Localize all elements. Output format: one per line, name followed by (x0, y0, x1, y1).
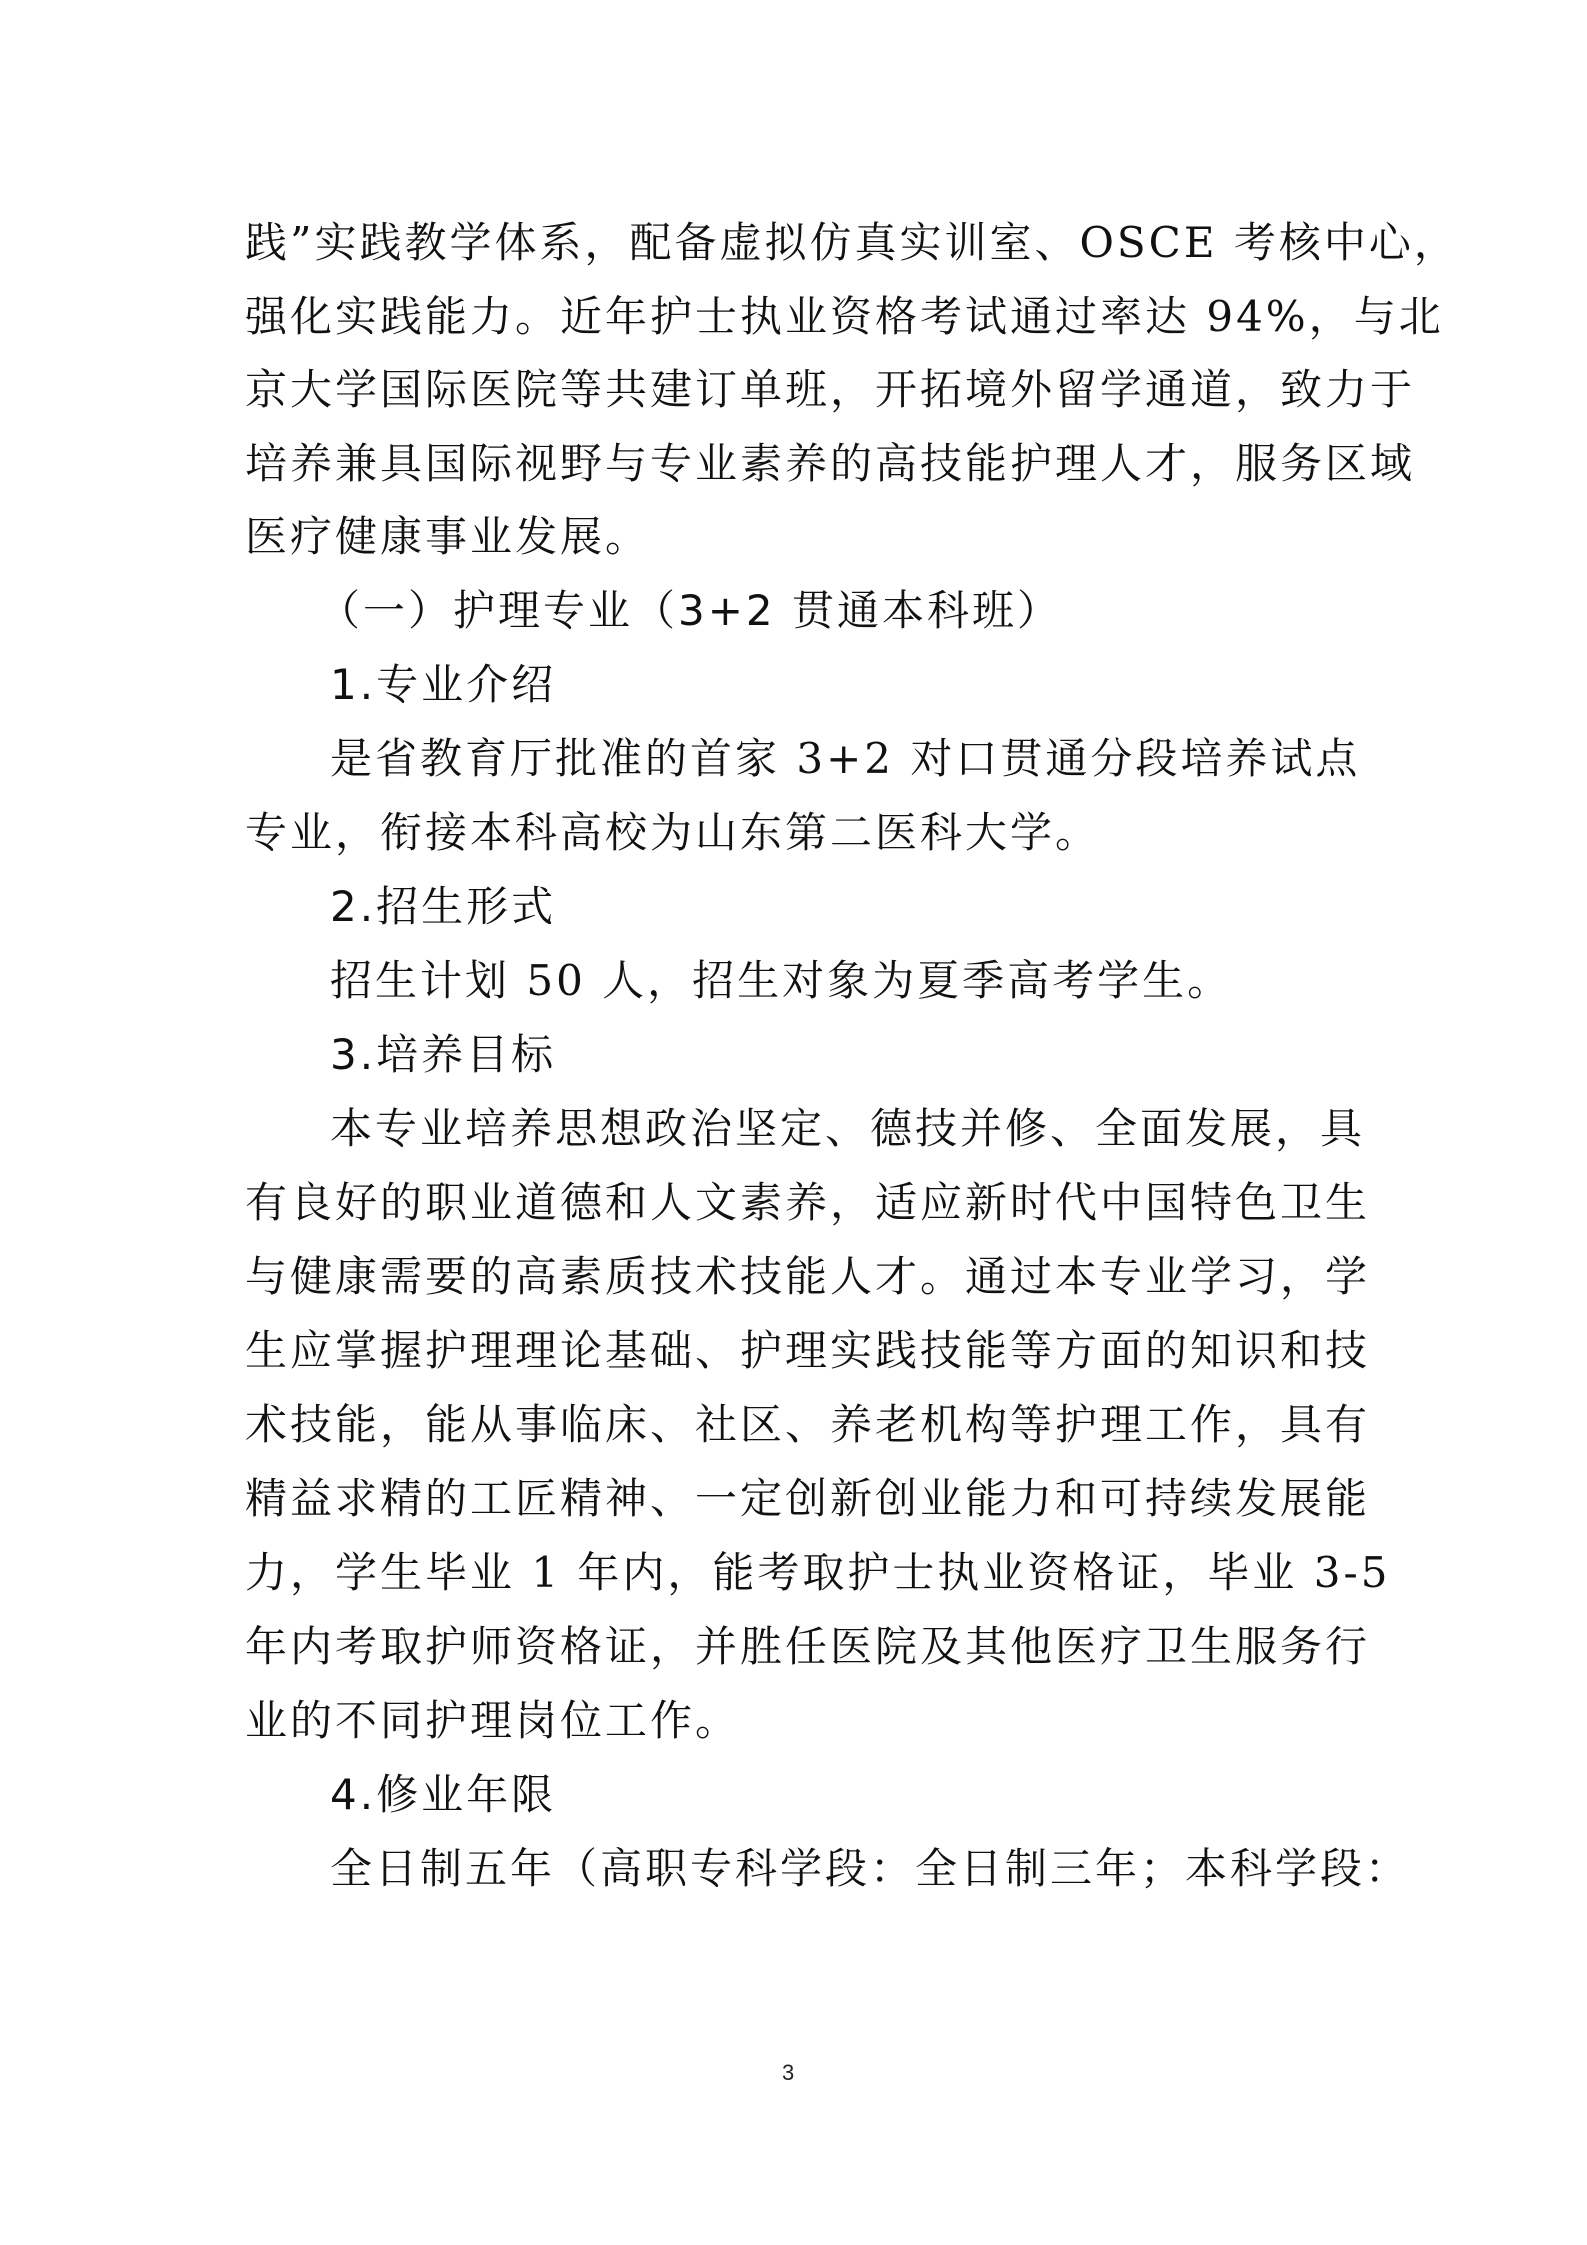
body-line: 践”实践教学体系，配备虚拟仿真实训室、OSCE 考核中心， (245, 218, 1459, 267)
body-line: 年内考取护师资格证，并胜任医院及其他医疗卫生服务行 (245, 1622, 1371, 1671)
body-line: 是省教育厅批准的首家 3+2 对口贯通分段培养试点 (330, 734, 1361, 783)
body-line: 与健康需要的高素质技术技能人才。通过本专业学习，学 (245, 1252, 1371, 1301)
subheading-enrollment: 2.招生形式 (330, 882, 557, 931)
body-line: 力，学生毕业 1 年内，能考取护士执业资格证，毕业 3-5 (245, 1548, 1391, 1597)
body-line: 医疗健康事业发展。 (245, 512, 651, 561)
section-heading: （一）护理专业（3+2 贯通本科班） (318, 586, 1062, 635)
body-line: 专业，衔接本科高校为山东第二医科大学。 (245, 808, 1101, 857)
page-number: 3 (782, 2060, 795, 2085)
body-line: 生应掌握护理理论基础、护理实践技能等方面的知识和技 (245, 1326, 1371, 1375)
subheading-goals: 3.培养目标 (330, 1030, 557, 1079)
body-line: 招生计划 50 人，招生对象为夏季高考学生。 (330, 956, 1233, 1005)
body-line: 有良好的职业道德和人文素养，适应新时代中国特色卫生 (245, 1178, 1371, 1227)
body-line: 强化实践能力。近年护士执业资格考试通过率达 94%，与北 (245, 292, 1444, 341)
body-line: 精益求精的工匠精神、一定创新创业能力和可持续发展能 (245, 1474, 1371, 1523)
body-line: 本专业培养思想政治坚定、德技并修、全面发展，具 (330, 1104, 1366, 1153)
subheading-duration: 4.修业年限 (330, 1770, 557, 1819)
body-line: 术技能，能从事临床、社区、养老机构等护理工作，具有 (245, 1400, 1371, 1449)
body-line: 培养兼具国际视野与专业素养的高技能护理人才，服务区域 (245, 439, 1416, 488)
body-line: 全日制五年（高职专科学段：全日制三年；本科学段： (330, 1844, 1411, 1893)
subheading-intro: 1.专业介绍 (330, 660, 557, 709)
body-line: 业的不同护理岗位工作。 (245, 1696, 741, 1745)
body-line: 京大学国际医院等共建订单班，开拓境外留学通道，致力于 (245, 365, 1416, 414)
